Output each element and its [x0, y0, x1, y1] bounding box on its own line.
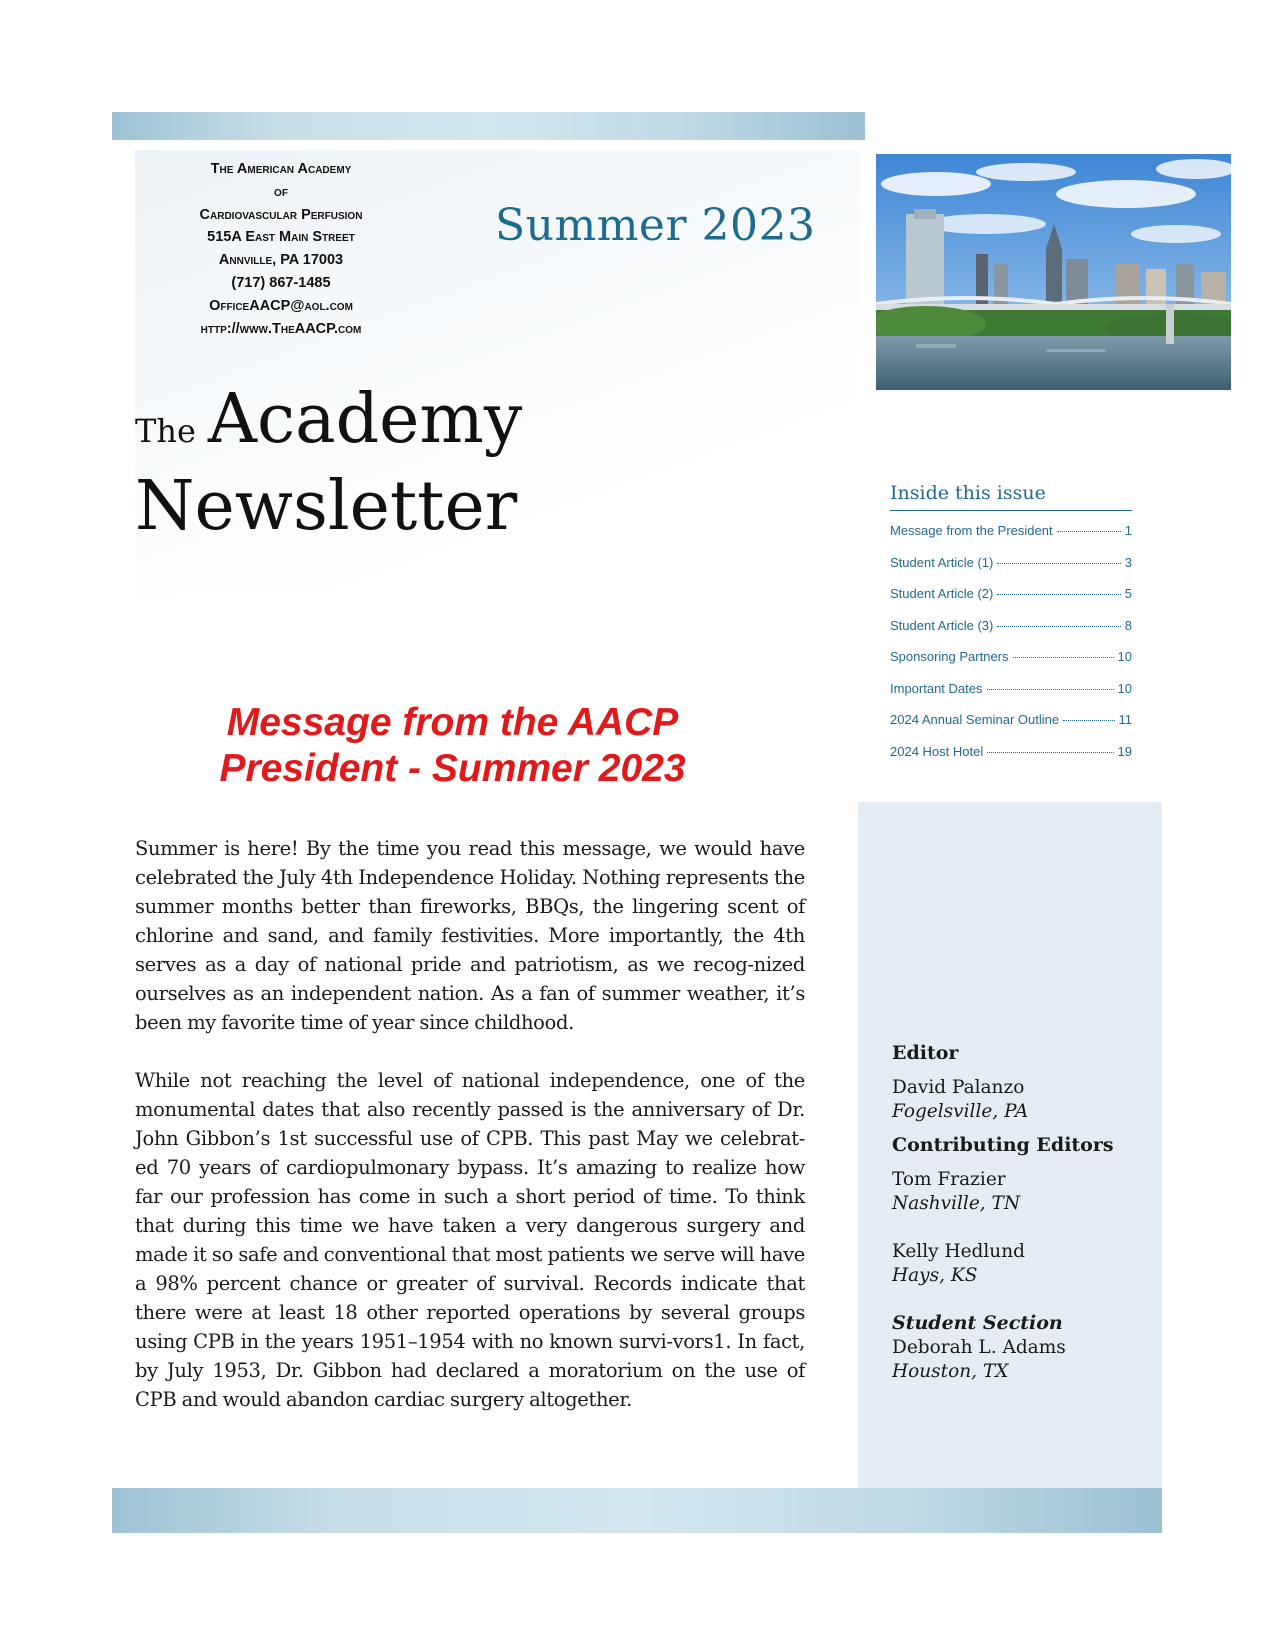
toc-item-label: Student Article (3) — [890, 617, 994, 633]
top-decorative-band — [112, 112, 865, 140]
toc-leader-dots — [997, 626, 1120, 627]
toc-leader-dots — [997, 594, 1120, 595]
toc-item-label: 2024 Host Hotel — [890, 743, 984, 759]
student-section-location: Houston, TX — [892, 1361, 1009, 1382]
table-of-contents — [890, 482, 1132, 775]
toc-item-label: Sponsoring Partners — [890, 649, 1009, 664]
org-city: Annville, PA 17003 — [218, 252, 344, 269]
issue-title: Summer 2023 — [495, 200, 816, 251]
toc-item-page: 5 — [1124, 586, 1132, 601]
org-name-line1: The American Academy — [210, 161, 352, 177]
heading-line-2: President - Summer 2023 — [219, 747, 686, 790]
toc-item-label: Message from the President — [890, 523, 1053, 538]
toc-leader-dots — [987, 689, 1114, 690]
newsletter-title-the: The — [135, 412, 196, 450]
newsletter-title-academy: Academy — [207, 380, 523, 459]
editor-heading: Editor — [892, 1042, 959, 1064]
article-paragraph-2: While not reaching the level of national independence, one of the monumental dates that also recently passed is the anniversary of Dr. John Gibbon’s 1st successful use of CPB. This past May we celebrat-ed 70 years of cardiopulmonary bypass. It’s amazing to realize how far our profession has come in such a short period of time. To think that during this time we have taken a very dangerous surgery and made it so safe and conventional that most patients we serve will have a 98% percent chance or greater of survival. Records indicate that there were at least 18 other reported operations by several groups using CPB in the years 1951–1954 with no known survi-vors1. In fact, by July 1953, Dr. Gibbon had declared a moratorium on the use of CPB and would abandon cardiac surgery altogether. — [135, 1069, 805, 1411]
student-section-heading: Student Section — [892, 1312, 1063, 1334]
president-message-body — [135, 834, 805, 1443]
toc-item[interactable] — [890, 649, 1132, 681]
toc-item[interactable] — [890, 586, 1132, 618]
nashville-skyline-photo — [876, 154, 1231, 390]
heading-line-1: Message from the AACP — [226, 701, 679, 744]
org-website: http://www.TheAACP.com — [200, 320, 362, 337]
toc-item[interactable] — [890, 744, 1132, 776]
student-section-name: Deborah L. Adams — [892, 1337, 1066, 1358]
toc-item-page: 3 — [1124, 554, 1132, 570]
contributing-editor-location: Hays, KS — [892, 1265, 978, 1286]
toc-item-label: 2024 Annual Seminar Outline — [890, 712, 1060, 727]
toc-item-page: 19 — [1117, 743, 1132, 759]
toc-leader-dots — [997, 563, 1120, 564]
contributing-editor-location: Nashville, TN — [892, 1193, 1021, 1214]
toc-leader-dots — [987, 752, 1113, 753]
editors-list — [892, 1040, 1152, 1384]
org-name-line3: Cardiovascular Perfusion — [199, 206, 363, 223]
toc-list — [890, 523, 1132, 775]
toc-item[interactable] — [890, 618, 1132, 650]
toc-item[interactable] — [890, 712, 1132, 744]
toc-leader-dots — [1063, 720, 1114, 721]
org-phone: (717) 867-1485 — [231, 274, 331, 291]
president-message-heading — [140, 700, 765, 792]
bottom-decorative-band — [112, 1488, 1162, 1533]
toc-item-label: Student Article (2) — [890, 586, 994, 601]
toc-item[interactable] — [890, 681, 1132, 713]
org-name-line2: of — [274, 183, 288, 200]
toc-item-page: 11 — [1118, 712, 1132, 727]
newsletter-title-newsletter: Newsletter — [135, 467, 518, 546]
contributing-editors-heading: Contributing Editors — [892, 1134, 1114, 1156]
article-paragraph-1: Summer is here! By the time you read this message, we would have celebrated the July 4th Independence Holiday. Nothing represents the summer months better than fireworks, BBQs, the lingering scent of chlorine and sand, and family festivities. More importantly, the 4th serves as a day of national pride and patriotism, as we recog-nized ourselves as an independent nation. As a fan of summer weather, it’s been my favorite time of year since childhood. — [135, 837, 805, 1034]
toc-item-page: 8 — [1124, 617, 1132, 633]
org-street: 515A East Main Street — [207, 229, 355, 246]
toc-title: Inside this issue — [890, 482, 1132, 511]
toc-item-label: Student Article (1) — [890, 554, 994, 570]
toc-item-label: Important Dates — [890, 680, 983, 696]
toc-item-page: 10 — [1117, 680, 1132, 696]
newsletter-title — [135, 380, 522, 546]
editor-name: David Palanzo — [892, 1077, 1025, 1098]
org-email: OfficeAACP@aol.com — [209, 297, 353, 314]
contributing-editor-name: Kelly Hedlund — [892, 1241, 1025, 1262]
contributing-editor-name: Tom Frazier — [892, 1169, 1006, 1190]
toc-item[interactable] — [890, 555, 1132, 587]
toc-leader-dots — [1057, 531, 1121, 532]
toc-item[interactable] — [890, 523, 1132, 555]
editor-location: Fogelsville, PA — [892, 1101, 1029, 1122]
toc-leader-dots — [1013, 657, 1114, 658]
toc-item-page: 1 — [1124, 523, 1132, 538]
org-address-block — [150, 158, 412, 340]
toc-item-page: 10 — [1117, 649, 1132, 664]
